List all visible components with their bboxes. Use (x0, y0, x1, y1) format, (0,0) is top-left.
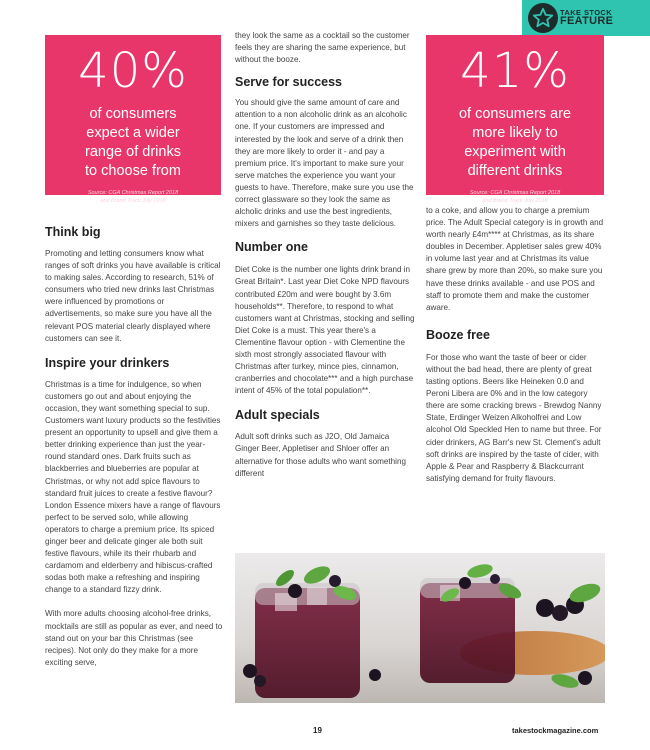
heading-number-one: Number one (235, 240, 308, 255)
stat-source-line: Source: CGA Christmas Report 2018 (469, 190, 561, 197)
stat-source-line: Source: CGA Christmas Report 2018 (87, 190, 179, 197)
paragraph-serve-success: You should give the same amount of care and attention to a non alcoholic drink as an alcoholic one. If your customers are impressed and interested by the look and serve of a drink then they are more likely to order it - and pay a premium price. It's important to make sure your serve matches the experience you want your guests to have. Therefore, make sure you use the correct glassware so they look the same as alcholic drinks and use the best ingredients, mixers and garnishes so they taste delicious. (235, 98, 414, 229)
article-column-left (45, 225, 223, 669)
stat-box-consumers-experiment (426, 35, 604, 204)
article-column-right (426, 205, 606, 485)
heading-think-big: Think big (45, 225, 101, 239)
paragraph-continued: they look the same as a cocktail so the customer feels they are sharing the same experience, but without the booze. (235, 31, 410, 65)
stat-line: different drinks (467, 162, 563, 179)
stat-source-line: and Brand Track July 2018 (482, 197, 548, 204)
paragraph-booze-free: For those who want the taste of beer or cider without the bad head, there are plenty of great tasting options. Beers like Heineken 0.0 and Peroni Libera are 0% and in the low category there are some cracking brews - Brewdog Nanny State, Erdinger Weizen Alkoholfrei and Low alcohol Old Speckled Hen to name but three. For cider drinkers, AG Barr's new St. Clement's adult soft drinks are inspired by the taste of cider, with Apple & Pear and Raspberry & Blackcurrant satisfying demand for fruity flavours. (426, 352, 602, 483)
heading-adult-specials: Adult specials (235, 408, 320, 423)
feature-badge (522, 0, 650, 36)
badge-line1: TAKE STOCK (560, 7, 613, 17)
stat-line: of consumers are (458, 106, 572, 122)
stat-source (45, 190, 221, 205)
article-column-middle (235, 30, 415, 480)
stat-source (426, 190, 604, 205)
stat-value: 40% (78, 43, 188, 99)
stat-line: range of drinks (85, 143, 181, 160)
stat-value: 41% (460, 43, 570, 99)
drinks-photo (235, 553, 605, 703)
website-url: takestockmagazine.com (512, 726, 599, 735)
stat-description (45, 105, 221, 180)
paragraph-mocktails: With more adults choosing alcohol-free drinks, mocktails are still as popular as ever, and need to stand out on your bar this Christmas (see recipes). Not only do they make for a more exciting serve, (45, 609, 223, 667)
stat-line: experiment with (464, 143, 566, 160)
badge-line2: FEATURE (560, 15, 614, 28)
paragraph-adult-specials: Adult soft drinks such as J2O, Old Jamaica Ginger Beer, Appletiser and Shloer offer an alternative for those adults who want something different (235, 432, 406, 478)
stat-line: more likely to (472, 124, 558, 141)
heading-booze-free: Booze free (426, 327, 490, 342)
heading-inspire-drinkers: Inspire your drinkers (45, 355, 170, 370)
stat-description (426, 105, 604, 180)
stat-line: of consumers (89, 106, 177, 122)
paragraph-think-big: Promoting and letting consumers know what ranges of soft drinks you have available is critical to making sales. According to research, 51% of consumers who tried new drinks last Christmas were influenced by promotions or advertisements, so make sure you have all the relevant POS material clearly displayed where customers can see it. (45, 249, 221, 343)
stat-box-consumers-range (45, 35, 221, 204)
paragraph-inspire-drinkers: Christmas is a time for indulgence, so when customers go out and about enjoying the occasion, they want something special to sup. Customers want luxury products so the festivities present an opportunity to upsell and give them a better drinking experience than just the year-round standard ones. Dark fruits such as blackberries and blueberries are popular at Christmas, or why not add spice flavours to standard fruit juices to create a festive flavour? London Essence mixers have a range of flavours perfect to be served solo, while allowing operators to charge a premium price. Its spiced ginger beer and delicate ginger ale both suit festive flavours, while its their rhubarb and cardamom and elderberry and hibiscus-crafted sodas both make a refreshing and inspiring change to a standard fizzy drink. (45, 379, 221, 595)
star-icon (528, 3, 558, 33)
stat-line: expect a wider (86, 124, 180, 141)
stat-source-line: and Brand Track July 2018 (100, 197, 166, 204)
stat-line: to choose from (85, 162, 181, 179)
page-number: 19 (313, 726, 322, 735)
heading-serve-success: Serve for success (235, 75, 343, 90)
paragraph-continued: to a coke, and allow you to charge a premium price. The Adult Special category is in growth and worth nearly £4m**** at Christmas, as its share doubles in December. Appletiser sales grew 40% in volume last year and at Christmas its value share grew by more than 20%, so make sure you have these drinks available - and use POS and staff to promote them and make the customer aware. (426, 206, 604, 312)
paragraph-number-one: Diet Coke is the number one lights drink brand in Great Britain*. Last year Diet Coke NPD flavours contributed £20m and were bought by 3.6m households**. Therefore, to respond to what customers want at Christmas, stocking and selling Diet Coke is a must. This year there's a Clementine flavour option - with Clementine the sixth most strongly associated flavour with Christmas after turkey, mince pies, cinnamon, cranberries and chocolate*** and a high purchase intent of 45% of the total population**. (235, 265, 415, 396)
